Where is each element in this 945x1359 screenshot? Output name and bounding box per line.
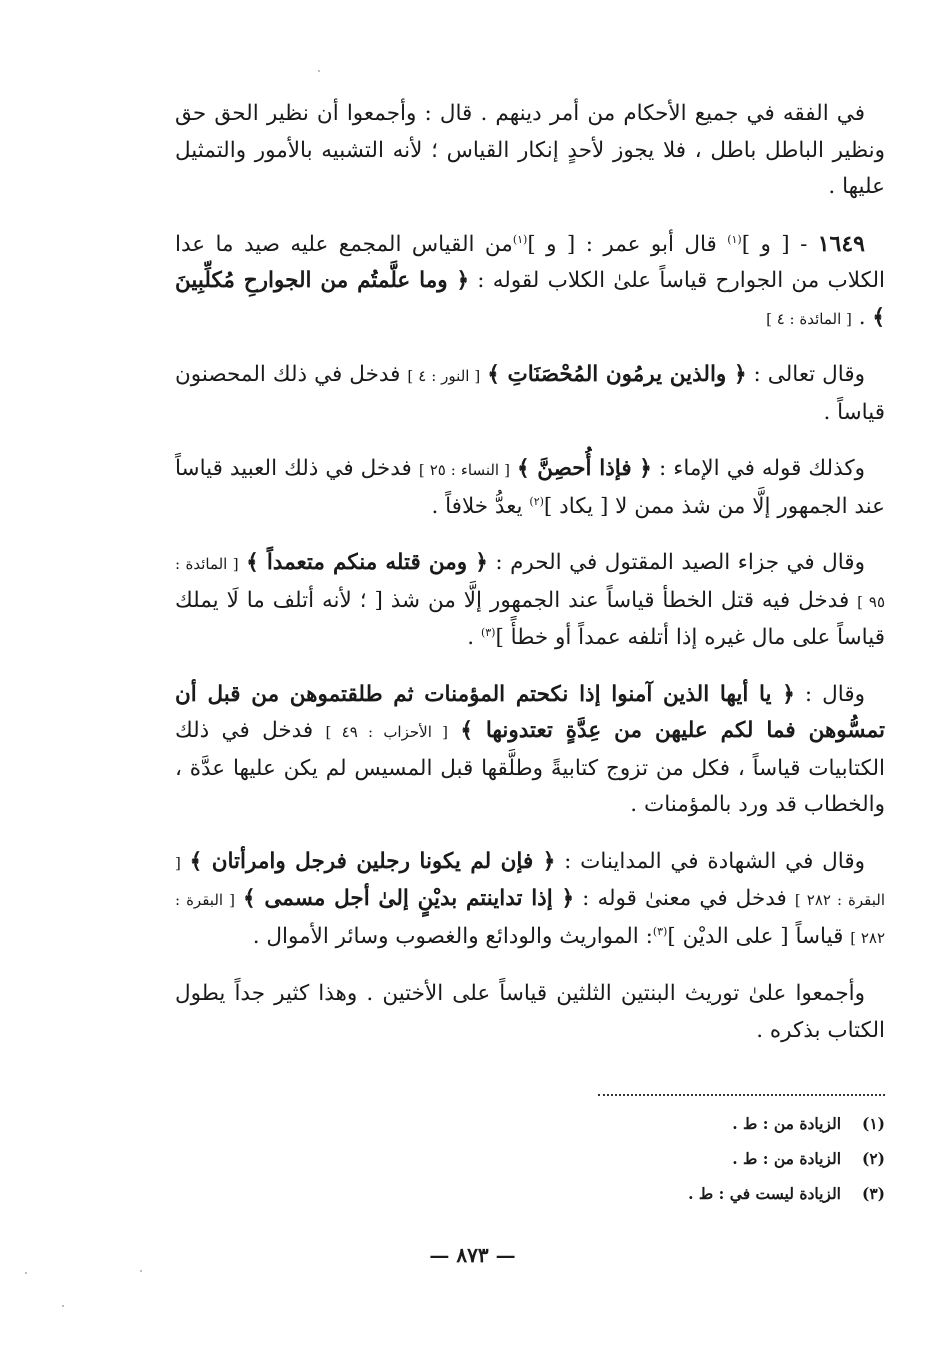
footnote-text: الزيادة من : ط . [732, 1114, 841, 1133]
paragraph-tawrith: وأجمعوا علىٰ توريث البنتين الثلثين قياساً على الأختين . وهذا كثير جداً يطول الكتاب بذكره . [175, 981, 885, 1043]
paragraph-muhsanat: وقال تعالى : ﴿ والذين يرمُون المُحْصَنَاتِ ﴾ [ النور : ٤ ] فدخل في ذلك المحصنون قياساً . [175, 362, 885, 425]
text-column [175, 96, 885, 1069]
paragraph-imaa: وكذلك قوله في الإماء : ﴿ فإذا أُحصِنَّ ﴾ [ النساء : ٢٥ ] فدخل في ذلك العبيد قياساً عند الجمهور إلَّا من شذ ممن لا [ يكاد ]$^{(٢)}$ يعدُّ خلافاً . [175, 456, 885, 519]
paragraph-1649: ١٦٤٩ - [ و ]$^{(١)}$ قال أبو عمر : [ و ]$^{(١)}$من القياس المجمع عليه صيد ما عدا الكلاب من الجوارح قياساً علىٰ الكلاب لقوله : ﴿ وما علَّمتُم من الجوارحِ مُكلِّبِينَ ﴾ . [ المائدة : ٤ ] [175, 230, 885, 330]
footnote-number: (٢) [861, 1149, 885, 1168]
footnote-1 [400, 1114, 885, 1134]
scan-speck [140, 1270, 142, 1272]
footnote-number: (٣) [861, 1184, 885, 1203]
page-number: — ٨٧٣ — [429, 1243, 516, 1267]
paragraph-intro: في الفقه في جميع الأحكام من أمر دينهم . قال : وأجمعوا أن نظير الحق حق ونظير الباطل باطل ، فلا يجوز لأحدٍ إنكار القياس ؛ لأنه التشبيه بالأمور والتمثيل عليها . [175, 101, 885, 199]
paragraph-sayd: وقال في جزاء الصيد المقتول في الحرم : ﴿ ومن قتله منكم متعمداً ﴾ [ المائدة : ٩٥ ] فدخل فيه قتل الخطأ قياساً عند الجمهور إلَّا من شذ [ ؛ لأنه أتلف ما لَا يملك قياساً على مال غيره إذا أتلفه عمداً أو خطأً ]$^{(٣)}$ . [175, 550, 886, 650]
footnote-separator [598, 1094, 885, 1096]
paragraph-kitabiyat: وقال : ﴿ يا أيها الذين آمنوا إذا نكحتم المؤمنات ثم طلقتموهن من قبل أن تمسُّوهن فما لكم عليهن من عِدَّةٍ تعتدونها ﴾ [ الأحزاب : ٤٩ ] فدخل في ذلك الكتابيات قياساً ، فكل من تزوج كتابيةً وطلَّقها قبل المسيس لم يكن عليها عدَّة ، والخطاب قد ورد بالمؤمنات . [175, 681, 885, 817]
scan-speck [62, 1305, 64, 1307]
footnote-text: الزيادة من : ط . [732, 1149, 841, 1168]
footnote-2 [400, 1149, 885, 1169]
paragraph-shahada: وقال في الشهادة في المداينات : ﴿ فإن لم يكونا رجلين فرجل وامرأتان ﴾ [ البقرة : ٢٨٢ ] فدخل في معنىٰ قوله : ﴿ إذا تداينتم بديْنٍ إلىٰ أجل مسمى ﴾ [ البقرة : ٢٨٢ ] قياساً [ على الديْن ]$^{(٣)}$: المواريث والودائع والغصوب وسائر الأموال . [175, 848, 886, 949]
footnote-3 [400, 1184, 885, 1204]
scan-speck [318, 70, 320, 72]
scan-speck [25, 1272, 27, 1274]
footnote-number: (١) [861, 1114, 885, 1133]
footnote-text: الزيادة ليست في : ط . [688, 1184, 841, 1203]
